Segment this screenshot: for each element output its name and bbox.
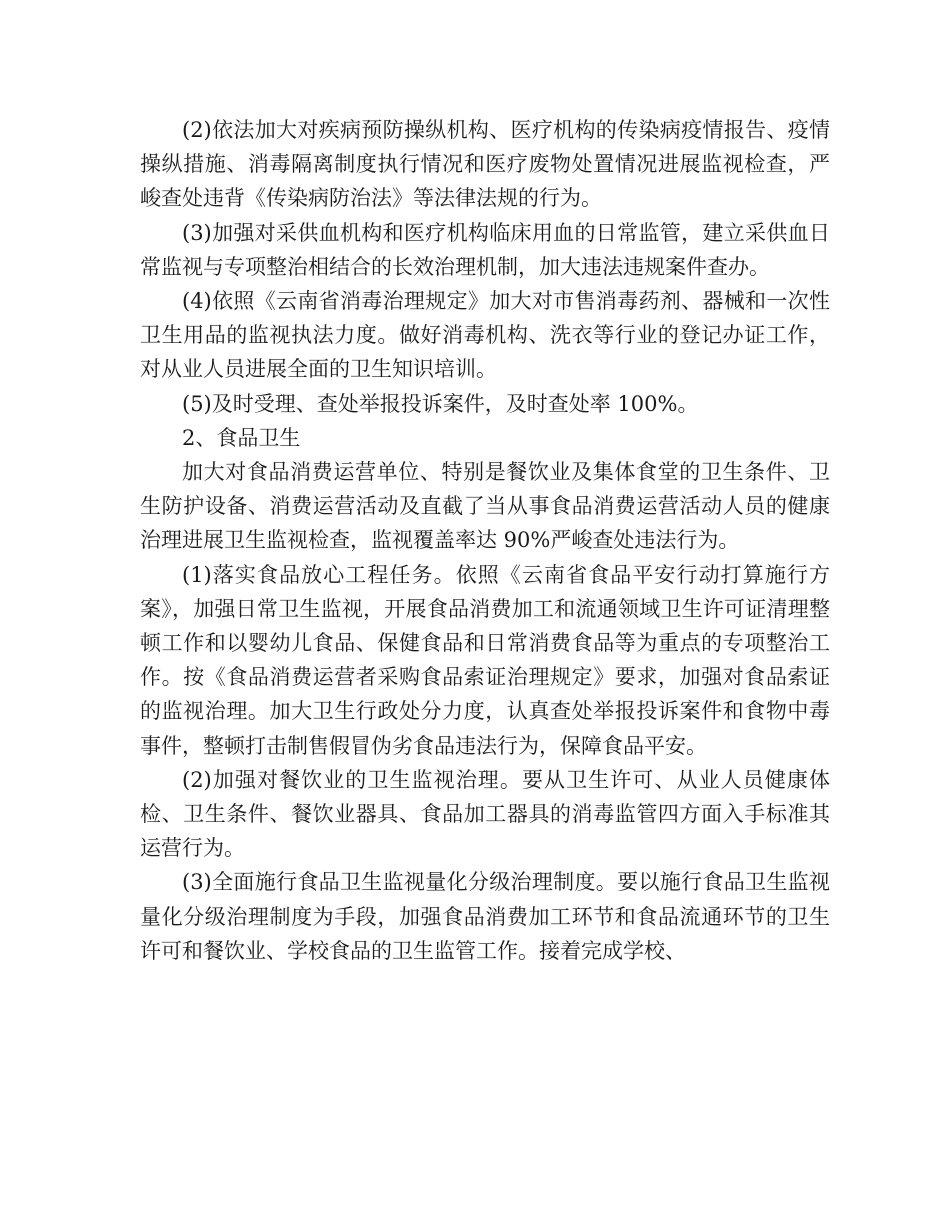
section-heading-food-hygiene: 2、食品卫生 xyxy=(182,425,301,450)
paragraph-food-safety-project: (1)落实食品放心工程任务。依照《云南省食品平安行动打算施行方案》，加强日常卫生监视，开展食品消费加工和流通领域卫生许可证清理整顿工作和以婴幼儿食品、保健食品和日常消费食品等为重点的专项整治工作。按《食品消费运营者采购食品索证治理规定》要求，加强对食品索证的监视治理。加大卫生行政处分力度，认真查处举报投诉案件和食物中毒事件，整顿打击制售假冒伪劣食品违法行为，保障食品平安。 xyxy=(140,562,830,758)
paragraph-infectious-disease-report: (2)依法加大对疾病预防操纵机构、医疗机构的传染病疫情报告、疫情操纵措施、消毒隔离制度执行情况和医疗废物处置情况进展监视检查，严峻查处违背《传染病防治法》等法律法规的行为。 xyxy=(140,118,830,211)
paragraph-quantified-grading: (3)全面施行食品卫生监视量化分级治理制度。要以施行食品卫生监视量化分级治理制度为手段，加强食品消费加工环节和食品流通环节的卫生许可和餐饮业、学校食品的卫生监管工作。接着完成学校、 xyxy=(140,870,830,963)
paragraph-food-hygiene-intro: 加大对食品消费运营单位、特别是餐饮业及集体食堂的卫生条件、卫生防护设备、消费运营活动及直截了当从事食品消费运营活动人员的健康治理进展卫生监视检查，监视覆盖率达 90%严峻查处违法行为。 xyxy=(140,460,830,553)
paragraph-blood-supply: (3)加强对采供血机构和医疗机构临床用血的日常监管，建立采供血日常监视与专项整治相结合的长效治理机制，加大违法违规案件查办。 xyxy=(140,220,830,279)
paragraph-disinfection: (4)依照《云南省消毒治理规定》加大对市售消毒药剂、器械和一次性卫生用品的监视执法力度。做好消毒机构、洗衣等行业的登记办证工作，对从业人员进展全面的卫生知识培训。 xyxy=(140,289,830,382)
paragraph-complaints: (5)及时受理、查处举报投诉案件，及时查处率 100%。 xyxy=(182,391,699,416)
document-page xyxy=(140,113,830,968)
paragraph-catering-supervision: (2)加强对餐饮业的卫生监视治理。要从卫生许可、从业人员健康体检、卫生条件、餐饮业器具、食品加工器具的消毒监管四方面入手标准其运营行为。 xyxy=(140,767,830,861)
